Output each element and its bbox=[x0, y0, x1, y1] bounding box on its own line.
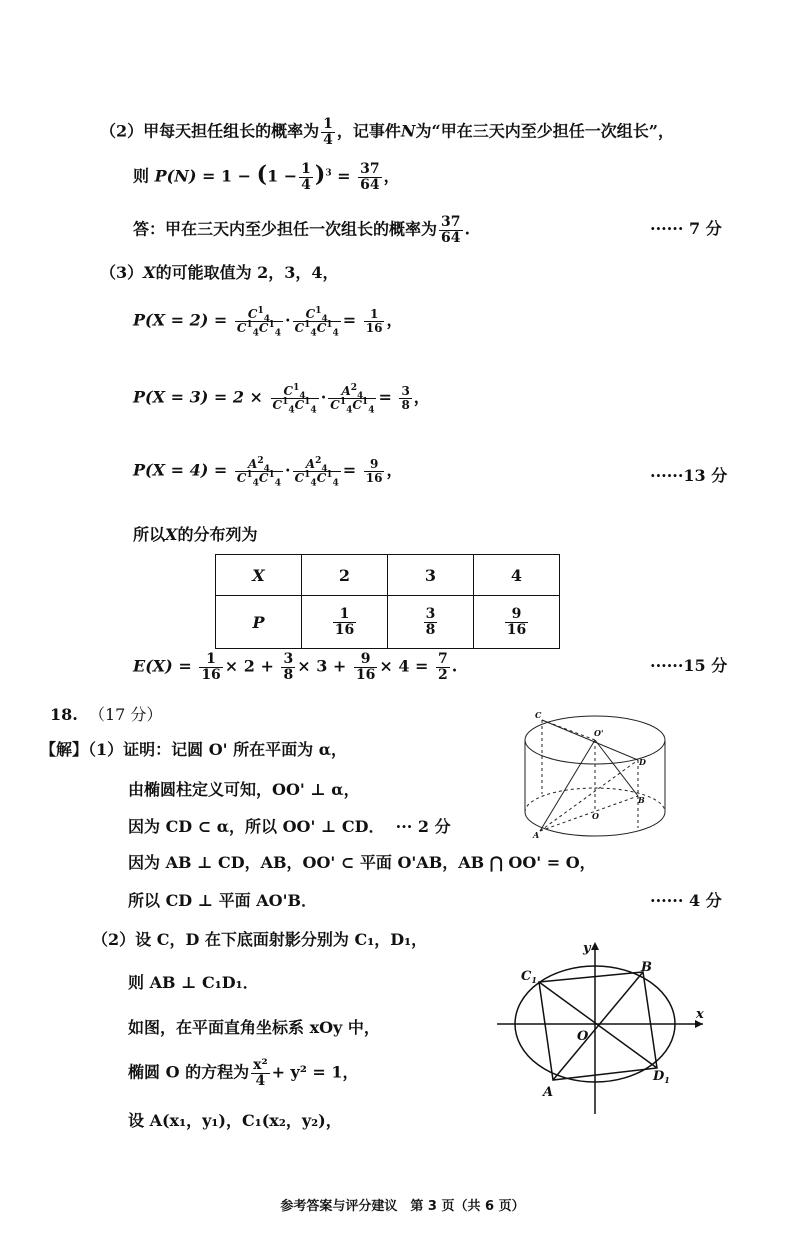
score-4: ······ 4 分 bbox=[650, 891, 722, 910]
distribution-table bbox=[215, 554, 560, 649]
label-o-prime: O' bbox=[594, 728, 604, 738]
p3-intro: （3）X的可能取值为 2，3，4， bbox=[100, 263, 339, 282]
page-footer: 参考答案与评分建议 第 3 页（共 6 页） bbox=[280, 1199, 525, 1214]
q18-p2-line4: 椭圆 O 的方程为 $\frac{\text{x²}}{4}$ + y² = 1， bbox=[128, 1057, 359, 1089]
score-7: ······ 7 分 bbox=[650, 219, 722, 238]
q18-p2-line2: 则 AB ⊥ C₁D₁． bbox=[128, 973, 259, 992]
p2-answer: 答：甲在三天内至少担任一次组长的概率为 $\frac{37}{64}$ . bbox=[133, 214, 471, 246]
label-a: A bbox=[533, 830, 540, 840]
table-cell: 3 bbox=[388, 555, 474, 596]
table-cell: 2 bbox=[302, 555, 388, 596]
score-15: ······15 分 bbox=[650, 656, 728, 675]
table-cell: X bbox=[216, 555, 302, 596]
point-a-label: A bbox=[543, 1085, 554, 1100]
label-o: O bbox=[592, 811, 599, 821]
q18-p2-line1: （2）设 C，D 在下底面射影分别为 C₁，D₁， bbox=[92, 930, 428, 949]
point-c1-label: $C_1$ bbox=[521, 969, 537, 985]
ellipse-figure bbox=[495, 938, 710, 1118]
q18-line4: 因为 AB ⊥ CD，AB，OO' ⊂ 平面 O'AB，AB ⋂ OO' = O， bbox=[128, 853, 596, 872]
label-c: C bbox=[535, 710, 542, 720]
table-row bbox=[216, 596, 560, 649]
score-13: ······13 分 bbox=[650, 466, 728, 485]
q18-heading: 18. （17 分） bbox=[50, 705, 163, 724]
q18-line2: 由椭圆柱定义可知，OO' ⊥ α， bbox=[128, 780, 360, 799]
table-cell: P bbox=[216, 596, 302, 649]
q18-p2-line5: 设 A(x₁，y₁)，C₁(x₂，y₂)， bbox=[128, 1111, 342, 1130]
label-b: B bbox=[638, 795, 645, 805]
point-d1-label: $D_1$ bbox=[653, 1069, 670, 1085]
label-d: D bbox=[639, 757, 646, 767]
table-cell: 4 bbox=[474, 555, 560, 596]
table-cell: $\frac{3}{8}$ bbox=[388, 596, 474, 649]
q18-p2-line3: 如图，在平面直角坐标系 xOy 中， bbox=[128, 1018, 380, 1037]
p-x2: P(X = 2) = $\frac{C^1_4}{C^1_4C^1_4}$ · $\frac{C^1_4}{C^1_4C^1_4}$ = $\frac{1}{16}$ ， bbox=[133, 306, 403, 338]
axis-y-label: y bbox=[583, 941, 591, 956]
p2-equation: 则 P(N) = 1 − (1 − $\frac{1}{4}$ )$^3$ = $\frac{37}{64}$ ， bbox=[133, 161, 400, 193]
axis-x-label: x bbox=[696, 1007, 704, 1022]
cylinder-figure bbox=[515, 708, 675, 843]
point-b-label: B bbox=[641, 960, 652, 975]
p-x4: P(X = 4) = $\frac{A^2_4}{C^1_4C^1_4}$ · $\frac{A^2_4}{C^1_4C^1_4}$ = $\frac{9}{16}$ ， bbox=[133, 456, 403, 488]
origin-label: O bbox=[577, 1029, 589, 1044]
q18-line5: 所以 CD ⊥ 平面 AO'B． bbox=[128, 891, 318, 910]
p2-intro: （2）甲每天担任组长的概率为 $\frac{1}{4}$ ，记事件N为“甲在三天内至少担任一次组长”， bbox=[100, 116, 674, 148]
q18-line1: 【解】（1）证明：记圆 O' 所在平面为 α， bbox=[40, 740, 348, 759]
p-x3: P(X = 3) = 2 × $\frac{C^1_4}{C^1_4C^1_4}$ · $\frac{A^2_4}{C^1_4C^1_4}$ = $\frac{3}{8}$ ， bbox=[133, 383, 430, 415]
q18-line3: 因为 CD ⊂ α，所以 OO' ⊥ CD． ··· 2 分 bbox=[128, 817, 451, 836]
expectation: E(X) = $\frac{1}{16}$ × 2 + $\frac{3}{8}$ × 3 + $\frac{9}{16}$ × 4 = $\frac{7}{2}$ . bbox=[133, 651, 458, 683]
table-cell: $\frac{9}{16}$ bbox=[474, 596, 560, 649]
table-cell: $\frac{1}{16}$ bbox=[302, 596, 388, 649]
table-row bbox=[216, 555, 560, 596]
dist-intro: 所以X的分布列为 bbox=[133, 525, 258, 544]
